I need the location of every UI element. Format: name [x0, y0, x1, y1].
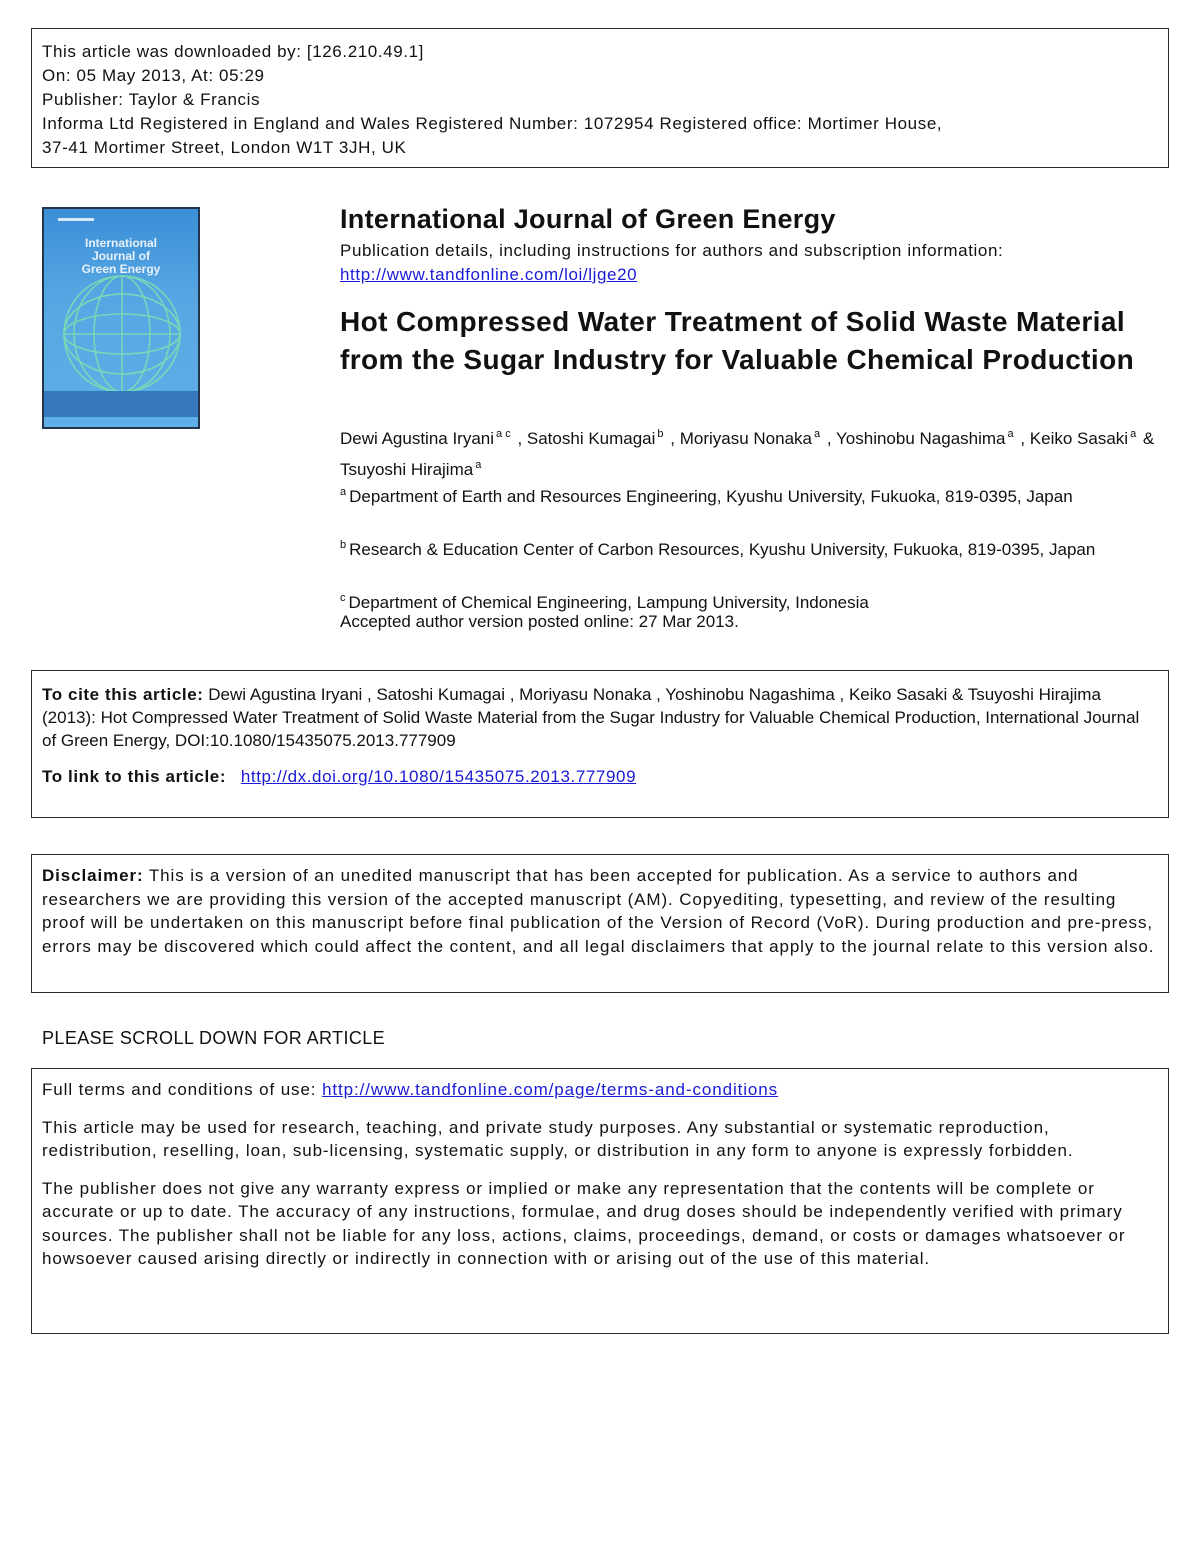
author-affiliation-marker: a c — [496, 428, 511, 440]
download-info-line: Informa Ltd Registered in England and Wales Registered Number: 1072954 Registered office: Mortimer House, — [42, 114, 943, 133]
author-name: Satoshi Kumagai — [526, 429, 656, 448]
cover-title-line: Green Energy — [81, 262, 161, 276]
link-label: To link to this article: — [42, 767, 227, 786]
download-info-line: Publisher: Taylor & Francis — [42, 90, 261, 109]
author-separator: , — [512, 429, 527, 448]
journal-link[interactable]: http://www.tandfonline.com/loi/ljge20 — [340, 265, 638, 284]
disclaimer-label: Disclaimer: — [42, 866, 144, 885]
publication-details: Publication details, including instructions for authors and subscription information: — [340, 241, 1004, 260]
terms-paragraph: The publisher does not give any warranty express or implied or make any representation that the contents will be complete or accurate or up to date. The accuracy of any instructions, formulae, and drug doses should be independently verified with primary sources. The publisher shall not be liable for any loss, actions, claims, proceedings, demand, or costs or damages whatsoever or howsoever caused arising directly or indirectly in connection with or arising out of the use of this material. — [42, 1178, 1126, 1268]
cover-title-line: Journal of — [91, 249, 150, 263]
terms-paragraph: This article may be used for research, teaching, and private study purposes. Any substantial or systematic reproduction, redistribution, reselling, loan, sub-licensing, systematic supply, or distribution in any form to anyone is expressly forbidden. — [42, 1117, 1074, 1160]
author-separator: & — [1138, 429, 1155, 448]
disclaimer-box — [31, 854, 1169, 993]
affiliation-text: Department of Earth and Resources Engineering, Kyushu University, Fukuoka, 819-0395, Japan — [349, 487, 1073, 506]
terms-intro: Full terms and conditions of use: — [42, 1080, 323, 1099]
affiliation-b — [340, 534, 1160, 561]
author-name: Yoshinobu Nagashima — [836, 429, 1006, 448]
affiliation-text: Research & Education Center of Carbon Resources, Kyushu University, Fukuoka, 819-0395, Japan — [349, 540, 1096, 559]
affiliation-marker: b — [340, 539, 347, 551]
journal-cover-image — [42, 207, 200, 429]
author-affiliation-marker: a — [1130, 428, 1137, 440]
cite-label: To cite this article: — [42, 685, 204, 704]
author-name: Moriyasu Nonaka — [679, 429, 812, 448]
download-info-line: 37-41 Mortimer Street, London W1T 3JH, UK — [42, 138, 407, 157]
citation-text-block — [42, 683, 1158, 752]
scroll-notice: PLEASE SCROLL DOWN FOR ARTICLE — [42, 1028, 386, 1048]
journal-link-row — [340, 265, 637, 285]
disclaimer-text: This is a version of an unedited manuscript that has been accepted for publication. As a service to authors and researchers we are providing this version of the accepted manuscript (AM). Copyediting, typesetting, and review of the resulting proof will be undertaken on this manuscript before final publication of the Version of Record (VoR). During production and pre-press, errors may be discovered which could affect the content, and all legal disclaimers that apply to the journal relate to this version also. — [42, 866, 1155, 956]
affiliation-text: Department of Chemical Engineering, Lampung University, Indonesia — [348, 593, 869, 612]
affiliation-marker: a — [340, 486, 347, 498]
terms-link[interactable]: http://www.tandfonline.com/page/terms-and-conditions — [322, 1080, 779, 1099]
author-name: Tsuyoshi Hirajima — [340, 460, 474, 479]
citation-box — [31, 670, 1169, 818]
affiliation-marker: c — [340, 592, 346, 604]
cover-title-line: International — [84, 236, 157, 250]
download-info-box — [31, 28, 1169, 168]
download-info-line: This article was downloaded by: [126.210.49.1] — [42, 42, 424, 61]
author-name: Keiko Sasaki — [1029, 429, 1129, 448]
download-info-line: On: 05 May 2013, At: 05:29 — [42, 66, 265, 85]
journal-title: International Journal of Green Energy — [340, 204, 836, 234]
author-affiliation-marker: a — [814, 428, 821, 440]
article-doi-link[interactable]: http://dx.doi.org/10.1080/15435075.2013.777909 — [240, 767, 637, 786]
terms-box — [31, 1068, 1169, 1334]
author-list — [340, 421, 1180, 483]
terms-intro-row — [42, 1078, 1158, 1102]
author-separator: , — [822, 429, 836, 448]
author-affiliation-marker: b — [657, 428, 664, 440]
author-separator: , — [665, 429, 680, 448]
cover-footer-band — [44, 391, 198, 417]
cite-text: Dewi Agustina Iryani , Satoshi Kumagai , Moriyasu Nonaka , Yoshinobu Nagashima , Keiko Sasaki & Tsuyoshi Hirajima (2013): Hot Compressed Water Treatment of Solid Waste Material from the Sugar Industry for Valuable Chemical Production, International Journal of Green Energy, DOI:10.1080/15435075.2013.777909 — [42, 685, 1140, 750]
author-name: Dewi Agustina Iryani — [340, 429, 495, 448]
accepted-date: Accepted author version posted online: 27 Mar 2013. — [340, 612, 739, 631]
author-affiliation-marker: a — [475, 459, 482, 471]
author-separator: , — [1015, 429, 1030, 448]
cover-title — [48, 237, 194, 276]
affiliation-a — [340, 481, 1160, 508]
article-title: Hot Compressed Water Treatment of Solid Waste Material from the Sugar Industry for Valuable Chemical Production — [340, 306, 1135, 375]
author-affiliation-marker: a — [1007, 428, 1014, 440]
article-link-row — [42, 765, 1158, 788]
